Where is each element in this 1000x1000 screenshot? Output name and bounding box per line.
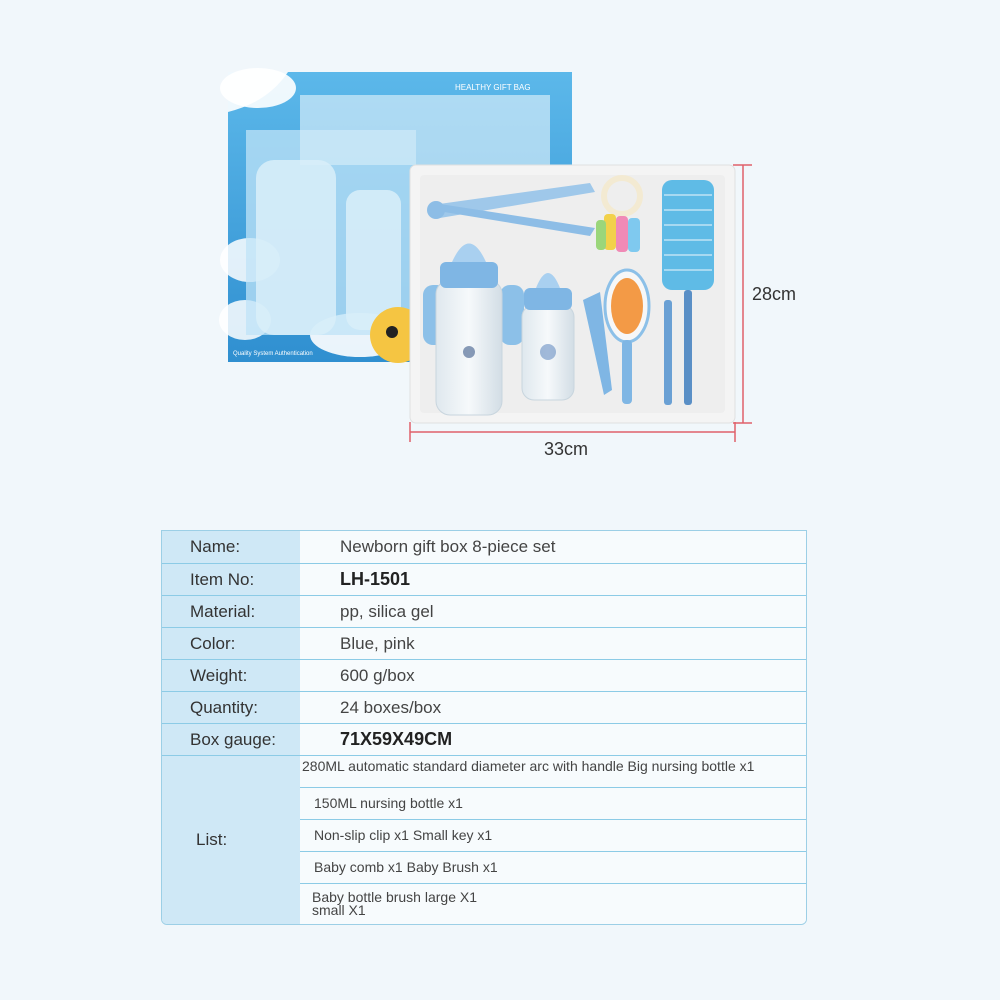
box-brand-text: HEALTHY GIFT BAG bbox=[455, 83, 531, 92]
list-label: List: bbox=[162, 756, 300, 924]
spec-row-weight bbox=[162, 660, 806, 692]
spec-label: Weight: bbox=[162, 660, 300, 691]
spec-value: 600 g/box bbox=[300, 660, 806, 691]
list-items bbox=[300, 756, 806, 924]
spec-value: Blue, pink bbox=[300, 628, 806, 659]
spec-row-list bbox=[162, 756, 806, 924]
width-dimension-label: 33cm bbox=[544, 439, 589, 459]
spec-row-name bbox=[162, 531, 806, 564]
spec-value: 71X59X49CM bbox=[300, 724, 806, 755]
box-footer-text: Quality System Authentication bbox=[233, 351, 313, 357]
spec-row-quantity bbox=[162, 692, 806, 724]
dimension-height-line bbox=[733, 165, 752, 423]
spec-value: LH-1501 bbox=[300, 564, 806, 595]
spec-label: Quantity: bbox=[162, 692, 300, 723]
spec-row-color bbox=[162, 628, 806, 660]
spec-row-item-no bbox=[162, 564, 806, 596]
list-item: Baby comb x1 Baby Brush x1 bbox=[300, 852, 806, 884]
list-item: Baby bottle brush large X1 small X1 bbox=[300, 884, 806, 924]
spec-label: Name: bbox=[162, 531, 300, 563]
list-item: 150ML nursing bottle x1 bbox=[300, 788, 806, 820]
list-item: Non-slip clip x1 Small key x1 bbox=[300, 820, 806, 852]
spec-label: Color: bbox=[162, 628, 300, 659]
spec-label: Box gauge: bbox=[162, 724, 300, 755]
list-item: 280ML automatic standard diameter arc with handle Big nursing bottle x1 bbox=[300, 756, 806, 788]
spec-label: Item No: bbox=[162, 564, 300, 595]
product-tray bbox=[410, 165, 735, 423]
spec-value: Newborn gift box 8-piece set bbox=[300, 531, 806, 563]
spec-row-box-gauge bbox=[162, 724, 806, 756]
small-nursing-bottle bbox=[522, 273, 574, 400]
spec-label: Material: bbox=[162, 596, 300, 627]
spec-value: pp, silica gel bbox=[300, 596, 806, 627]
spec-row-material bbox=[162, 596, 806, 628]
height-dimension-label: 28cm bbox=[752, 284, 797, 304]
spec-value: 24 boxes/box bbox=[300, 692, 806, 723]
spec-table bbox=[161, 530, 807, 925]
